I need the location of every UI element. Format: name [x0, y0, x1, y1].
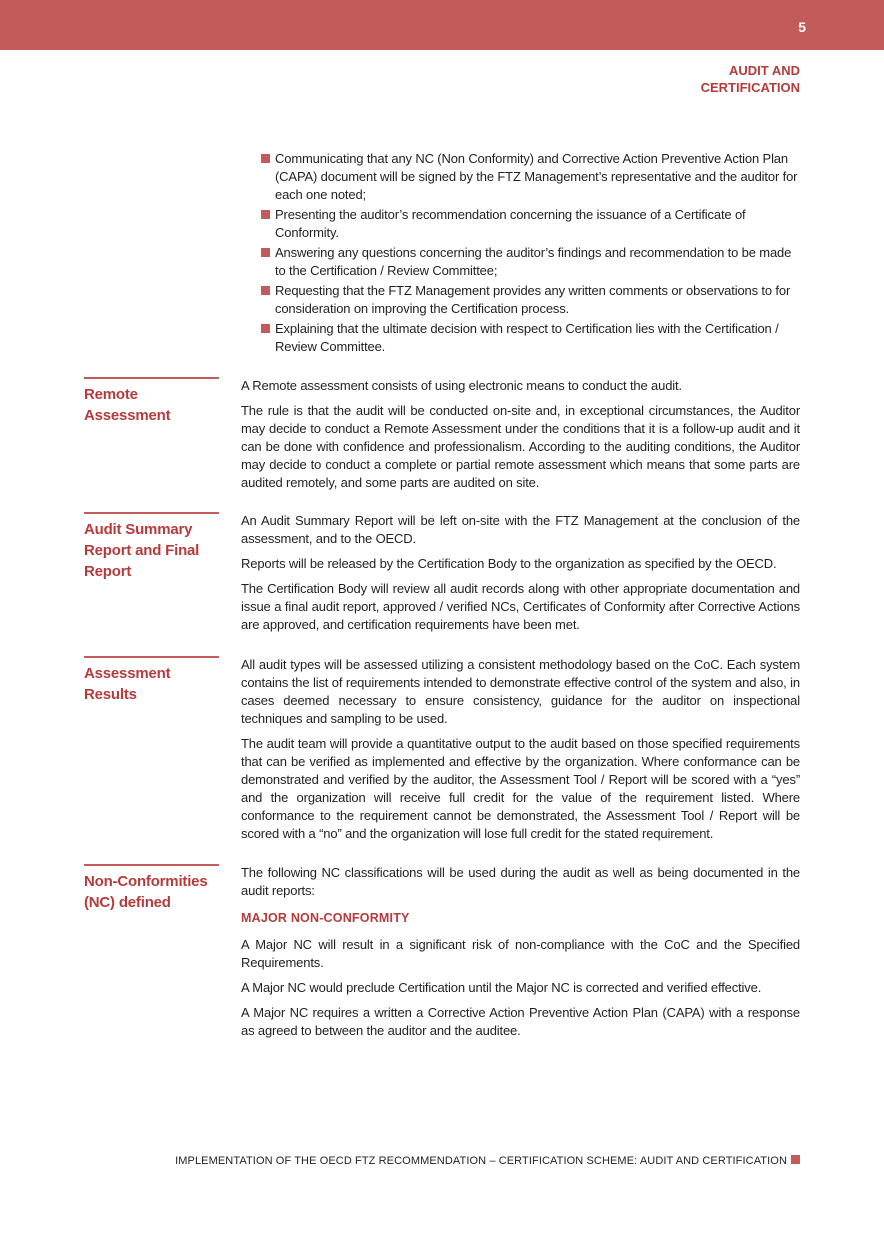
square-bullet-icon — [261, 154, 270, 163]
list-item — [261, 320, 801, 356]
square-bullet-icon — [261, 248, 270, 257]
non-conformities-heading: Non-Conformities (NC) defined — [84, 864, 219, 913]
list-item-text: Answering any questions concerning the auditor’s findings and recommendation to be made to the Certification / Review Committee; — [275, 245, 792, 278]
list-item — [261, 282, 801, 318]
list-item-text: Communicating that any NC (Non Conformity) and Corrective Action Preventive Action Plan (CAPA) document will be signed by the FTZ Management’s representative and the auditor for each one noted; — [275, 151, 798, 202]
paragraph: An Audit Summary Report will be left on-site with the FTZ Management at the conclusion of the assessment, and to the OECD. — [241, 513, 800, 546]
section-header-line-1: AUDIT AND — [728, 63, 800, 78]
page-footer — [175, 1155, 800, 1167]
square-bullet-icon — [261, 286, 270, 295]
bullet-list — [261, 150, 801, 358]
paragraph: All audit types will be assessed utilizing a consistent methodology based on the CoC. Each system contains the list of requirements intended to demonstrate effective control of the system and also, in cases deemed necessary to ensure consistency, guidance for the auditor on inspectional techniques and sampling to be used. — [241, 657, 800, 726]
audit-summary-body — [241, 512, 800, 641]
assessment-results-heading: Assessment Results — [84, 656, 219, 705]
paragraph: A Remote assessment consists of using electronic means to conduct the audit. — [241, 378, 682, 393]
list-item — [261, 206, 801, 242]
section-header — [701, 62, 800, 96]
paragraph: The audit team will provide a quantitative output to the audit based on those specified requirements that can be verified as implemented and effective by the organization. Where conformance can be demonstrated and verified by the auditor, the Assessment Tool / Report will be scored with a “yes” and the organization will receive full credit for the value of the requirement listed. Where conformance to the requirement cannot be demonstrated, the Assessment Tool / Report will be scored with a “no” and the organization will lose full credit for the stated requirement. — [241, 736, 800, 841]
audit-summary-heading: Audit Summary Report and Final Report — [84, 512, 219, 582]
square-bullet-icon — [791, 1155, 800, 1164]
list-item — [261, 150, 801, 204]
paragraph: A Major NC will result in a significant risk of non-compliance with the CoC and the Specified Requirements. — [241, 937, 800, 970]
major-nc-subheading: MAJOR NON-CONFORMITY — [241, 911, 410, 925]
paragraph: The following NC classifications will be used during the audit as well as being documented in the audit reports: — [241, 865, 800, 898]
header-bar — [0, 0, 884, 50]
list-item-text: Explaining that the ultimate decision with respect to Certification lies with the Certification / Review Committee. — [275, 321, 779, 354]
list-item — [261, 244, 801, 280]
section-header-line-2: CERTIFICATION — [700, 80, 800, 95]
list-item-text: Presenting the auditor’s recommendation concerning the issuance of a Certificate of Conformity. — [275, 207, 746, 240]
non-conformities-body — [241, 864, 800, 1047]
list-item-text: Requesting that the FTZ Management provides any written comments or observations to for consideration on improving the Certification process. — [275, 283, 791, 316]
page-number: 5 — [798, 19, 806, 35]
paragraph: A Major NC requires a written a Corrective Action Preventive Action Plan (CAPA) with a response as agreed to between the auditor and the auditee. — [241, 1005, 800, 1038]
footer-text: IMPLEMENTATION OF THE OECD FTZ RECOMMENDATION – CERTIFICATION SCHEME: AUDIT AND CERTIFICATION — [175, 1155, 787, 1167]
paragraph: The Certification Body will review all audit records along with other appropriate documentation and issue a final audit report, approved / verified NCs, Certificates of Conformity after Corrective Actions are approved, and certification requirements have been met. — [241, 581, 800, 632]
assessment-results-body — [241, 656, 800, 850]
remote-assessment-body — [241, 377, 800, 499]
paragraph: Reports will be released by the Certification Body to the organization as specified by the OECD. — [241, 556, 777, 571]
remote-assessment-heading: Remote Assessment — [84, 377, 219, 426]
square-bullet-icon — [261, 210, 270, 219]
paragraph: A Major NC would preclude Certification until the Major NC is corrected and verified effective. — [241, 980, 762, 995]
square-bullet-icon — [261, 324, 270, 333]
paragraph: The rule is that the audit will be conducted on-site and, in exceptional circumstances, the Auditor may decide to conduct a Remote Assessment under the conditions that it is a follow-up audit and it can be done with confidence and professionalism. According to the auditing conditions, the Auditor may decide to conduct a complete or partial remote assessment which means that some parts are audited remotely, and some parts are audited on site. — [241, 403, 800, 490]
